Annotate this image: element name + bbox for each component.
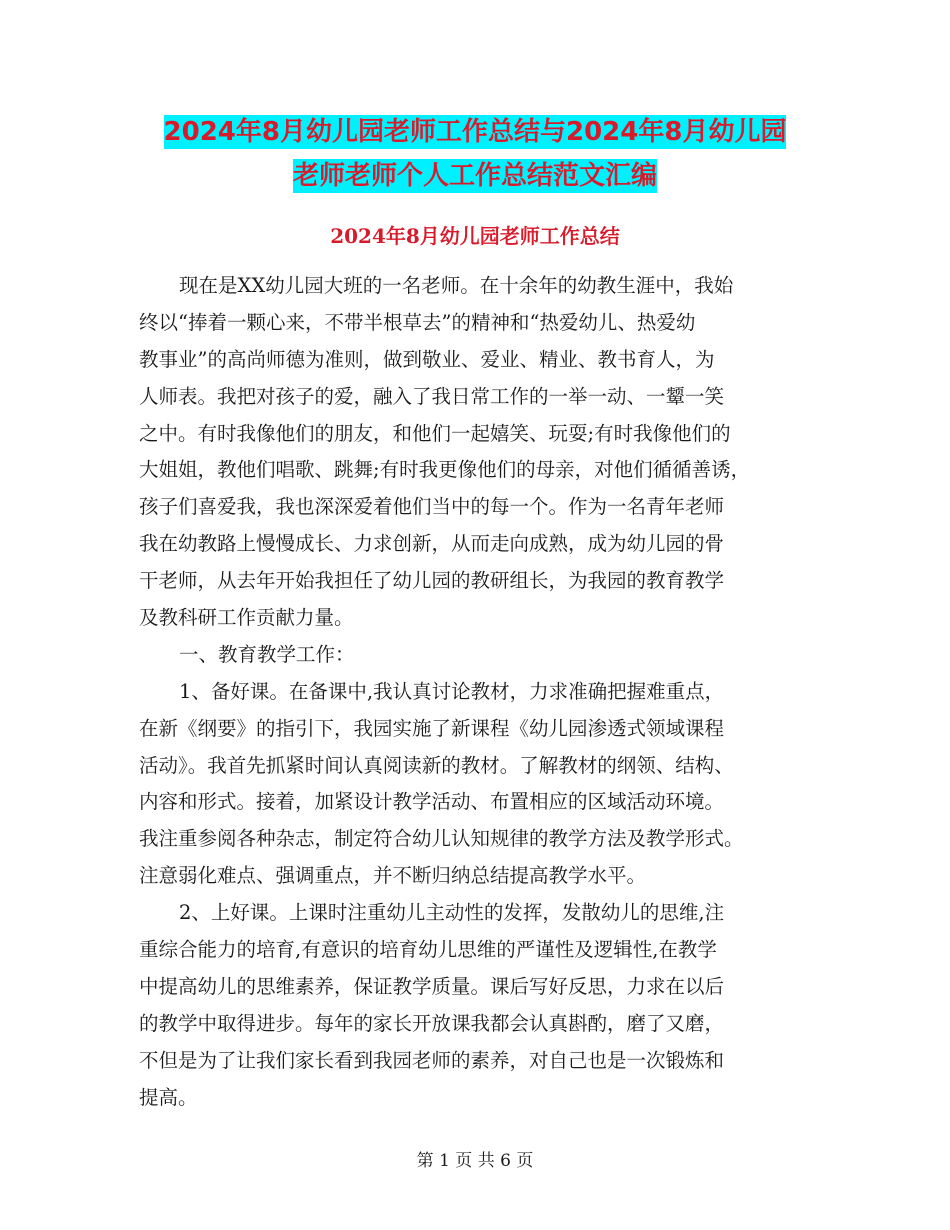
body-line: 不但是为了让我们家长看到我园老师的素养，对自己也是一次锻炼和 xyxy=(139,1048,725,1072)
body-line: 的教学中取得进步。每年的家长开放课我都会认真斟酌，磨了又磨， xyxy=(139,1011,725,1035)
body-line: 2、上好课。上课时注重幼儿主动性的发挥，发散幼儿的思维,注 xyxy=(179,901,725,925)
body-line: 现在是XX幼儿园大班的一名老师。在十余年的幼教生涯中，我始 xyxy=(179,274,734,297)
body-line: 大姐姐，教他们唱歌、跳舞;有时我更像他们的母亲，对他们循循善诱， xyxy=(139,458,751,482)
body-line: 教事业”的高尚师德为准则，做到敬业、爱业、精业、教书育人，为 xyxy=(139,347,715,371)
body-line: 在新《纲要》的指引下，我园实施了新课程《幼儿园渗透式领域课程 xyxy=(139,716,725,740)
title-highlight-2: 老师老师个人工作总结范文汇编 xyxy=(292,161,657,191)
body-line: 之中。有时我像他们的朋友，和他们一起嬉笑、玩耍;有时我像他们的 xyxy=(139,421,731,445)
section-heading: 2024年8月幼儿园老师工作总结 xyxy=(330,224,620,248)
body-line: 终以“捧着一颗心来，不带半根草去”的精神和“热爱幼儿、热爱幼 xyxy=(139,310,696,334)
body-line: 重综合能力的培育,有意识的培育幼儿思维的严谨性及逻辑性,在教学 xyxy=(139,938,717,962)
body-line: 我在幼教路上慢慢成长、力求创新，从而走向成熟，成为幼儿园的骨 xyxy=(139,532,725,556)
body-line: 1、备好课。在备课中,我认真讨论教材，力求准确把握难重点， xyxy=(179,679,725,703)
body-line: 及教科研工作贡献力量。 xyxy=(139,606,354,630)
document-title-line-2 xyxy=(0,154,950,198)
document-title-line-1 xyxy=(0,110,950,154)
body-line: 内容和形式。接着，加紧设计教学活动、布置相应的区域活动环境。 xyxy=(139,790,725,814)
subsection-heading: 一、教育教学工作： xyxy=(179,642,355,666)
body-line: 人师表。我把对孩子的爱，融入了我日常工作的一举一动、一颦一笑 xyxy=(139,384,725,408)
body-text xyxy=(139,268,819,1116)
page-footer: 第 1 页 共 6 页 xyxy=(416,1151,534,1171)
body-line: 孩子们喜爱我，我也深深爱着他们当中的每一个。作为一名青年老师 xyxy=(139,495,725,519)
body-line: 中提高幼儿的思维素养，保证教学质量。课后写好反思，力求在以后 xyxy=(139,974,725,998)
body-line: 我注重参阅各种杂志，制定符合幼儿认知规律的教学方法及教学形式。 xyxy=(139,827,744,851)
title-highlight-1: 2024年8月幼儿园老师工作总结与2024年8月幼儿园 xyxy=(163,117,787,147)
body-line: 活动》。我首先抓紧时间认真阅读新的教材。了解教材的纲领、结构、 xyxy=(139,753,734,777)
body-line: 干老师，从去年开始我担任了幼儿园的教研组长，为我园的教育教学 xyxy=(139,569,725,593)
body-line: 提高。 xyxy=(139,1085,198,1109)
body-line: 注意弱化难点、强调重点，并不断归纳总结提高教学水平。 xyxy=(139,864,647,888)
